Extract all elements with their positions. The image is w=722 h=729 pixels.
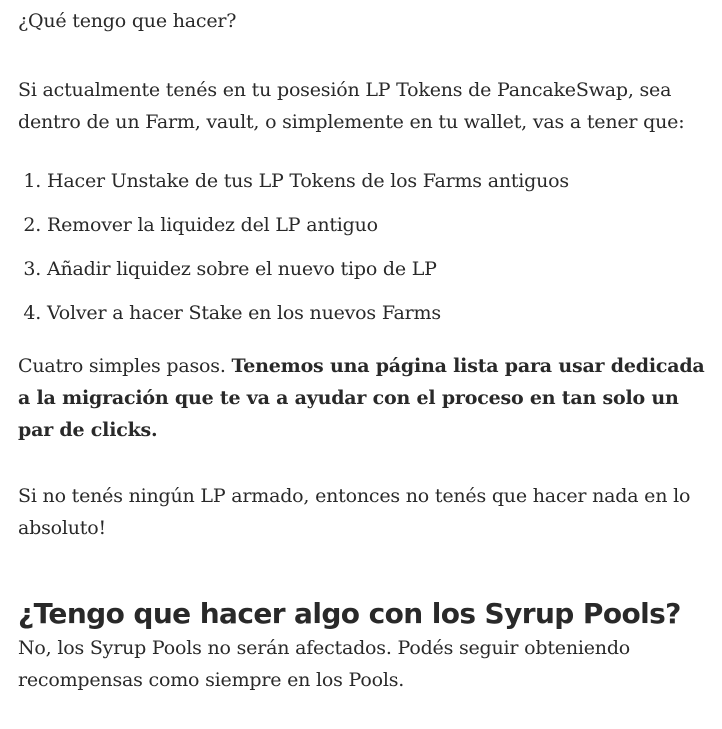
intro-paragraph: Si actualmente tenés en tu posesión LP Tokens de PancakeSwap, sea dentro de un Farm, vault, o simplemente en tu wallet, vas a tener que: [18,79,685,133]
step-item-2: 2. Remover la liquidez del LP antiguo [47,209,708,241]
article-body [18,0,708,696]
no-lp-paragraph: Si no tenés ningún LP armado, entonces no tenés que hacer nada en lo absoluto! [18,485,691,539]
step-item-4: 4. Volver a hacer Stake en los nuevos Farms [47,297,708,329]
summary-paragraph [18,350,708,446]
question-paragraph: ¿Qué tengo que hacer? [18,10,237,32]
step-item-3: 3. Añadir liquidez sobre el nuevo tipo de LP [47,253,708,285]
syrup-pools-heading: ¿Tengo que hacer algo con los Syrup Pools? [18,597,681,630]
step-item-1: 1. Hacer Unstake de tus LP Tokens de los Farms antiguos [47,165,708,197]
steps-list [18,165,708,329]
syrup-answer-paragraph: No, los Syrup Pools no serán afectados. Podés seguir obteniendo recompensas como siempre en los Pools. [18,637,631,691]
summary-bold-text: Tenemos una página lista para usar dedicada a la migración que te va a ayudar con el proceso en tan solo un par de clicks. [18,355,705,441]
summary-plain-text: Cuatro simples pasos. [18,355,232,377]
